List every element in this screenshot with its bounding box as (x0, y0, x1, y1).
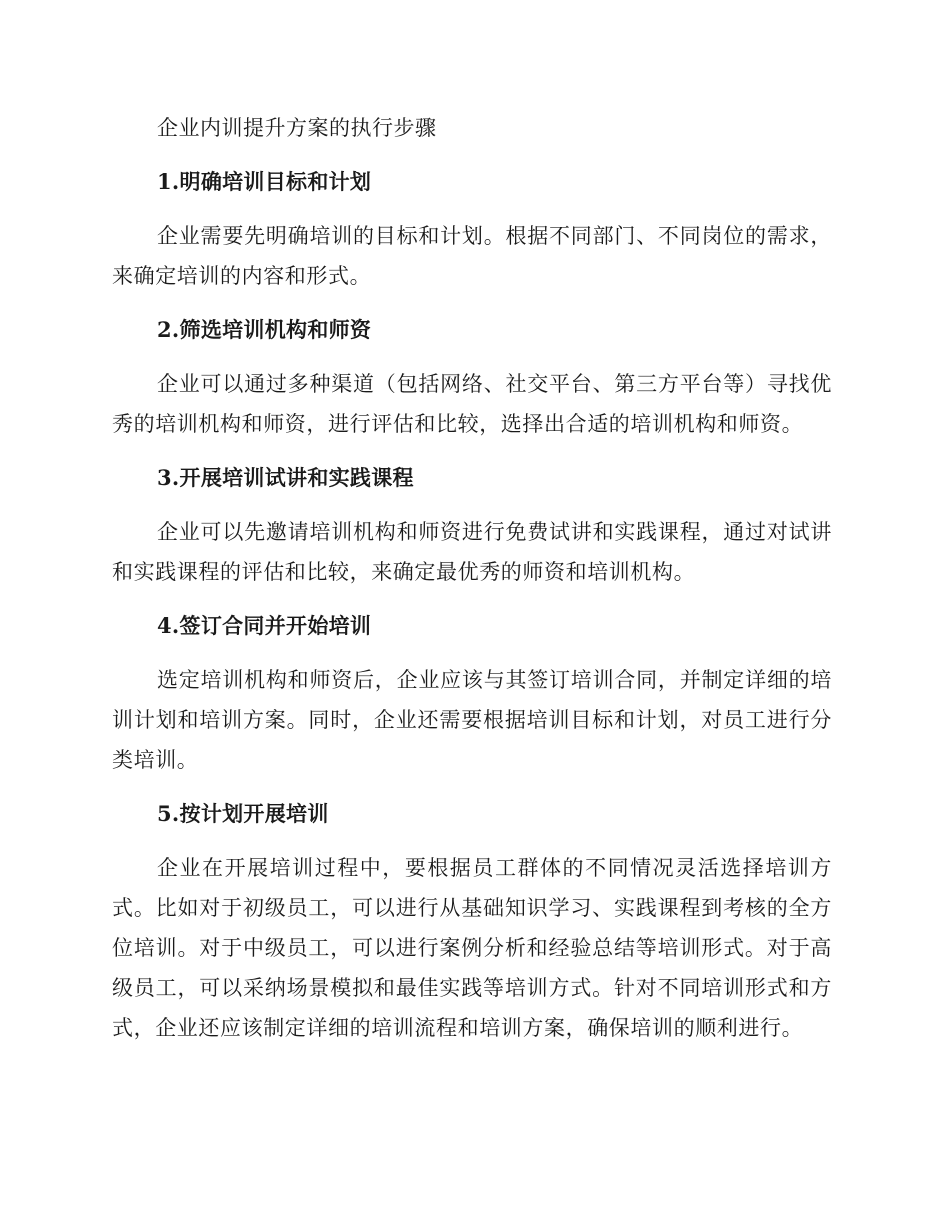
section-heading-3: 3.开展培训试讲和实践课程 (157, 465, 414, 490)
document-title: 企业内训提升方案的执行步骤 (157, 116, 437, 140)
section-paragraph-1: 企业需要先明确培训的目标和计划。根据不同部门、不同岗位的需求，来确定培训的内容和形式。 (112, 224, 832, 288)
section-paragraph-2: 企业可以通过多种渠道（包括网络、社交平台、第三方平台等）寻找优秀的培训机构和师资，进行评估和比较，选择出合适的培训机构和师资。 (112, 372, 832, 436)
section-paragraph-3: 企业可以先邀请培训机构和师资进行免费试讲和实践课程，通过对试讲和实践课程的评估和比较，来确定最优秀的师资和培训机构。 (112, 520, 832, 584)
section-heading-5: 5.按计划开展培训 (157, 801, 329, 826)
section-paragraph-4: 选定培训机构和师资后，企业应该与其签订培训合同，并制定详细的培训计划和培训方案。同时，企业还需要根据培训目标和计划，对员工进行分类培训。 (112, 668, 832, 772)
section-heading-2: 2.筛选培训机构和师资 (157, 317, 372, 342)
document-page (112, 108, 832, 1048)
section-heading-4: 4.签订合同并开始培训 (157, 613, 372, 638)
section-paragraph-5: 企业在开展培训过程中，要根据员工群体的不同情况灵活选择培训方式。比如对于初级员工，可以进行从基础知识学习、实践课程到考核的全方位培训。对于中级员工，可以进行案例分析和经验总结等培训形式。对于高级员工，可以采纳场景模拟和最佳实践等培训方式。针对不同培训形式和方式，企业还应该制定详细的培训流程和培训方案，确保培训的顺利进行。 (112, 856, 832, 1040)
section-heading-1: 1.明确培训目标和计划 (157, 169, 372, 194)
